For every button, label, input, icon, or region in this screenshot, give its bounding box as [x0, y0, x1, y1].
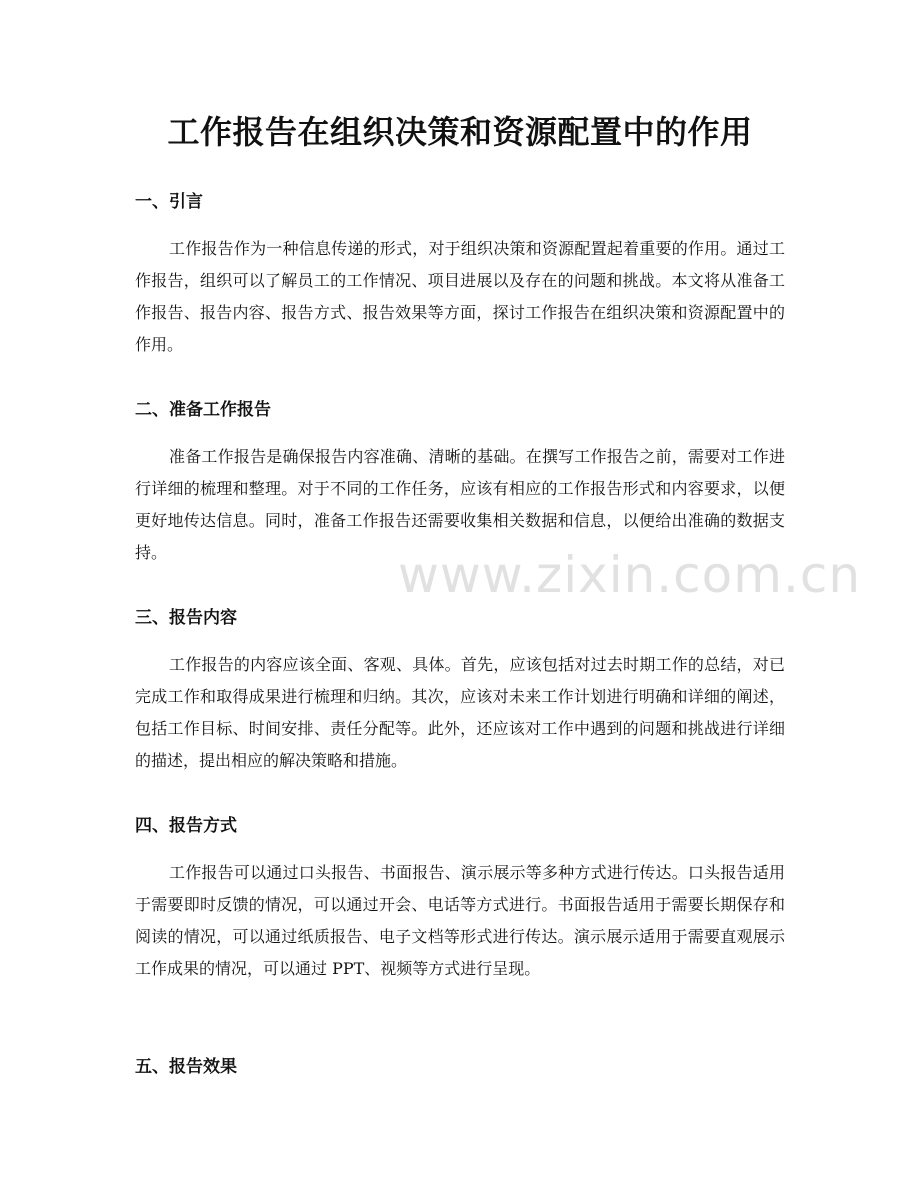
section-body-introduction: 工作报告作为一种信息传递的形式，对于组织决策和资源配置起着重要的作用。通过工作报告，组织可以了解员工的工作情况、项目进展以及存在的问题和挑战。本文将从准备工作报告、报告内容、报告方式、报告效果等方面，探讨工作报告在组织决策和资源配置中的作用。 — [135, 239, 785, 354]
watermark-text: www.zixin.com.cn — [398, 546, 862, 604]
section-body-content: 工作报告的内容应该全面、客观、具体。首先，应该包括对过去时期工作的总结，对已完成工作和取得成果进行梳理和归纳。其次，应该对未来工作计划进行明确和详细的阐述，包括工作目标、时间安排、责任分配等。此外，还应该对工作中遇到的问题和挑战进行详细的描述，提出相应的解决策略和措施。 — [135, 655, 785, 770]
section-heading-content: 三、报告内容 — [135, 608, 237, 628]
section-heading-introduction: 一、引言 — [135, 192, 203, 212]
section-body-preparation: 准备工作报告是确保报告内容准确、清晰的基础。在撰写工作报告之前，需要对工作进行详细的梳理和整理。对于不同的工作任务，应该有相应的工作报告形式和内容要求，以便更好地传达信息。同时，准备工作报告还需要收集相关数据和信息，以便给出准确的数据支持。 — [135, 447, 785, 562]
section-heading-methods: 四、报告方式 — [135, 816, 237, 836]
document-title: 工作报告在组织决策和资源配置中的作用 — [167, 113, 753, 151]
section-heading-effects: 五、报告效果 — [135, 1057, 237, 1077]
section-body-methods: 工作报告可以通过口头报告、书面报告、演示展示等多种方式进行传达。口头报告适用于需要即时反馈的情况，可以通过开会、电话等方式进行。书面报告适用于需要长期保存和阅读的情况，可以通过纸质报告、电子文档等形式进行传达。演示展示适用于需要直观展示工作成果的情况，可以通过 PPT、视频等方式进行呈现。 — [135, 863, 785, 978]
section-heading-preparation: 二、准备工作报告 — [135, 400, 271, 420]
